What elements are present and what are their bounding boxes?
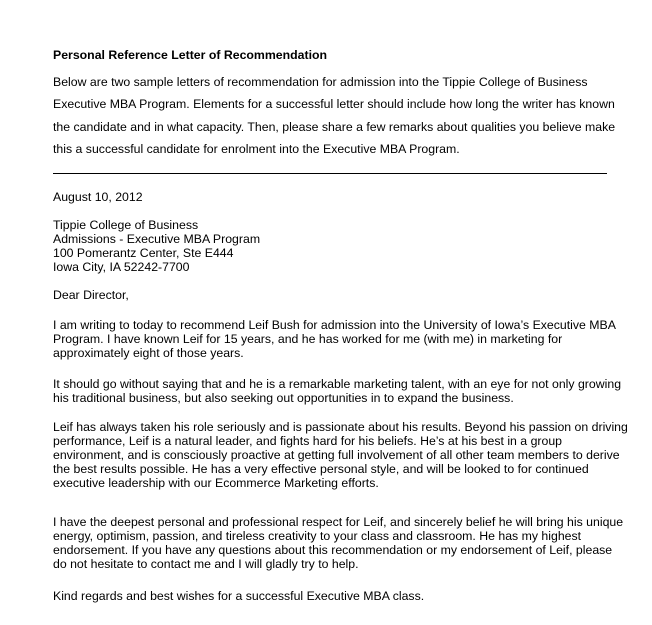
letter-paragraph	[53, 515, 623, 571]
paragraph-line: approximately eight of those years.	[53, 346, 244, 360]
document-title: Personal Reference Letter of Recommendation	[53, 48, 328, 62]
recipient-address	[53, 218, 260, 274]
paragraph-line: I am writing to today to recommend Leif Bush for admission into the University of Iowa’s Executive MBA	[53, 318, 616, 332]
horizontal-divider	[53, 173, 607, 174]
address-line: Tippie College of Business	[53, 218, 199, 232]
paragraph-line: the best results possible. He has a very effective personal style, and will be looked to for continued	[53, 462, 589, 476]
letter-date: August 10, 2012	[53, 190, 143, 204]
letter-closing: Kind regards and best wishes for a successful Executive MBA class.	[53, 589, 425, 603]
paragraph-line: Program. I have known Leif for 15 years, and he has worked for me (with me) in marketing for	[53, 332, 563, 346]
intro-text	[53, 71, 616, 161]
letter-salutation: Dear Director,	[53, 288, 129, 302]
paragraph-line: performance, Leif is a natural leader, and fights hard for his beliefs. He’s at his best in a group	[53, 434, 563, 448]
letter-paragraph	[53, 420, 628, 490]
paragraph-line: executive leadership with our Ecommerce Marketing efforts.	[53, 476, 379, 490]
intro-line: Below are two sample letters of recommendation for admission into the Tippie College of Business	[53, 75, 588, 89]
letter-paragraph	[53, 318, 616, 360]
address-line: Iowa City, IA 52242-7700	[53, 260, 190, 274]
paragraph-line: It should go without saying that and he is a remarkable marketing talent, with an eye for not only growing	[53, 377, 622, 391]
intro-line: Executive MBA Program. Elements for a successful letter should include how long the writer has known	[53, 97, 615, 112]
letter-paragraph	[53, 377, 621, 405]
address-line: 100 Pomerantz Center, Ste E444	[53, 246, 234, 260]
address-line: Admissions - Executive MBA Program	[53, 232, 261, 246]
intro-line: the candidate and in what capacity. Then, please share a few remarks about qualities you believe make	[53, 119, 616, 134]
paragraph-line: environment, and is consciously proactive at getting full involvement of all other team members to derive	[53, 448, 620, 462]
paragraph-line: do not hesitate to contact me and I will gladly try to help.	[53, 557, 359, 571]
intro-line: this a successful candidate for enrolment into the Executive MBA Program.	[53, 142, 460, 157]
paragraph-line: energy, optimism, passion, and tireless creativity to your class and classroom. He has my highest	[53, 529, 582, 543]
paragraph-line: Leif has always taken his role seriously and is passionate about his results. Beyond his passion on driving	[53, 420, 628, 434]
paragraph-line: I have the deepest personal and professional respect for Leif, and sincerely belief he will bring his unique	[53, 515, 624, 529]
paragraph-line: endorsement. If you have any questions about this recommendation or my endorsement of Leif, please	[53, 543, 613, 557]
paragraph-line: his traditional business, but also seeking out opportunities in to expand the business.	[53, 391, 514, 405]
